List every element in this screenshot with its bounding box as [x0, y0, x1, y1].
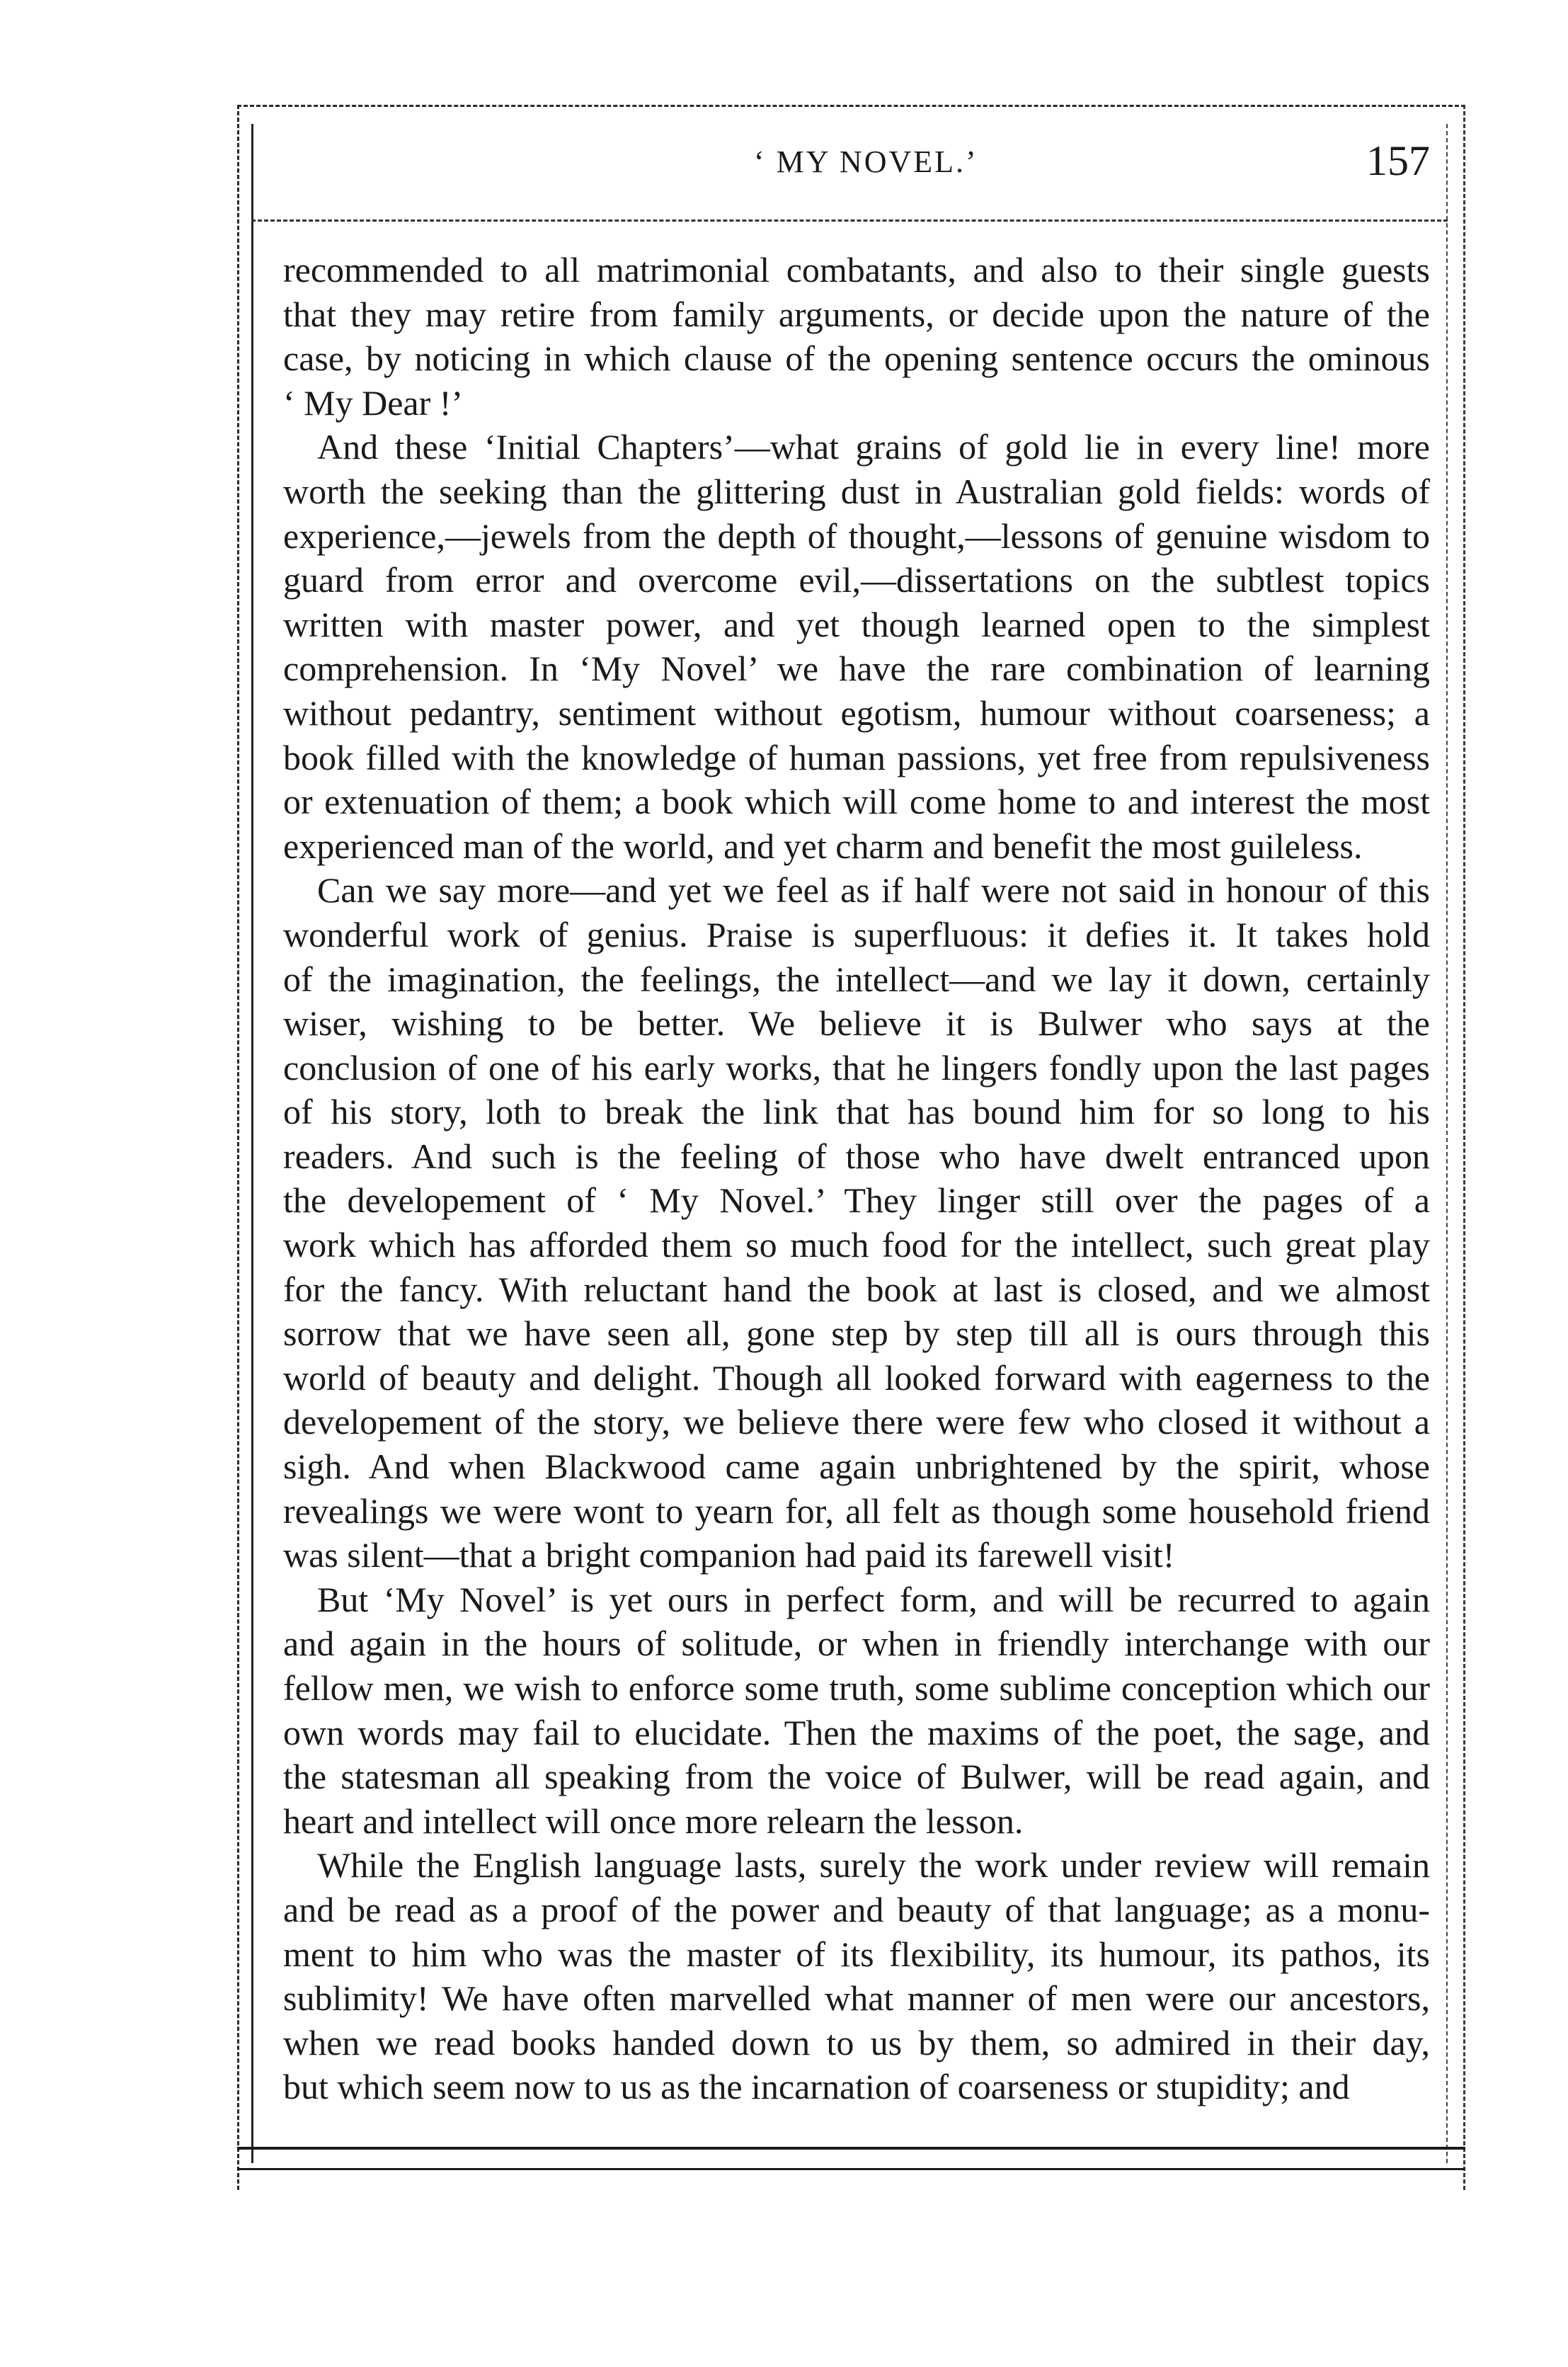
text-line: the developement of ‘ My Novel.’ They linger still over the pages of a — [283, 1180, 1430, 1221]
text-line: sublimity! We have often marvelled what manner of men were our ancestors, — [283, 1978, 1430, 2019]
page-number: 157 — [1366, 137, 1430, 184]
text-line: book filled with the knowledge of human passions, yet free from repulsiveness — [283, 737, 1430, 777]
text-line: wiser, wishing to be better. We believe it is Bulwer who says at the — [283, 1003, 1430, 1044]
bottom-rule — [237, 2147, 1465, 2150]
text-line: the statesman all speaking from the voice of Bulwer, will be read again, and — [283, 1757, 1430, 1797]
text-line: without pedantry, sentiment without egotism, humour without coarseness; a — [283, 692, 1430, 733]
paragraph — [283, 425, 1430, 868]
text-line: was silent—that a bright companion had paid its farewell visit! — [283, 1535, 1175, 1575]
text-line: While the English language lasts, surely the work under review will remain — [317, 1845, 1430, 1886]
text-line: wonderful work of genius. Praise is superfluous: it defies it. It takes hold — [283, 914, 1430, 954]
text-line: ‘ My Dear !’ — [283, 382, 464, 423]
header-rule — [251, 219, 1448, 222]
text-line: heart and intellect will once more relearn the lesson. — [283, 1801, 1024, 1841]
text-line: fellow men, we wish to enforce some truth, some sublime conception which our — [283, 1668, 1430, 1708]
text-line: recommended to all matrimonial combatants, and also to their single guests — [283, 250, 1430, 290]
text-line: that they may retire from family arguments, or decide upon the nature of the — [283, 294, 1430, 334]
text-line: But ‘My Novel’ is yet ours in perfect form, and will be recurred to again — [317, 1579, 1430, 1619]
text-line: And these ‘Initial Chapters’—what grains of gold lie in every line! more — [317, 427, 1430, 467]
paragraph — [283, 868, 1430, 1578]
text-line: comprehension. In ‘My Novel’ we have the rare combination of learning — [283, 649, 1430, 689]
text-line: conclusion of one of his early works, that he lingers fondly upon the last pages — [283, 1047, 1430, 1088]
text-line: and be read as a proof of the power and beauty of that language; as a monu- — [283, 1889, 1430, 1929]
text-line: own words may fail to elucidate. Then the maxims of the poet, the sage, and — [283, 1712, 1430, 1752]
text-line: when we read books handed down to us by them, so admired in their day, — [283, 2022, 1430, 2063]
text-line: Can we say more—and yet we feel as if half were not said in honour of this — [317, 870, 1430, 911]
body-text — [283, 248, 1430, 2109]
text-line: of his story, loth to break the link that has bound him for so long to his — [283, 1092, 1430, 1132]
text-line: world of beauty and delight. Though all looked forward with eagerness to the — [283, 1357, 1430, 1398]
text-line: written with master power, and yet though learned open to the simplest — [283, 604, 1430, 644]
text-line: of the imagination, the feelings, the intellect—and we lay it down, certainly — [283, 959, 1430, 999]
text-line: readers. And such is the feeling of those who have dwelt entranced upon — [283, 1136, 1430, 1176]
text-line: work which has afforded them so much food for the intellect, such great play — [283, 1225, 1430, 1265]
text-line: experienced man of the world, and yet charm and benefit the most guileless. — [283, 826, 1363, 866]
running-head: ‘ MY NOVEL.’ — [754, 144, 978, 179]
text-line: worth the seeking than the glittering dust in Australian gold fields: words of — [283, 471, 1430, 511]
text-line: for the fancy. With reluctant hand the book at last is closed, and we almost — [283, 1269, 1430, 1309]
text-line: or extenuation of them; a book which will come home to and interest the most — [283, 782, 1430, 822]
text-line: revealings we were wont to yearn for, all felt as though some household friend — [283, 1490, 1430, 1531]
text-line: experience,—jewels from the depth of thought,—lessons of genuine wisdom to — [283, 515, 1430, 556]
text-line: developement of the story, we believe there were few who closed it without a — [283, 1402, 1430, 1442]
text-line: but which seem now to us as the incarnation of coarseness or stupidity; and — [283, 2067, 1350, 2107]
text-line: ment to him who was the master of its flexibility, its humour, its pathos, its — [283, 1934, 1430, 1974]
paragraph — [283, 248, 1430, 425]
paragraph — [283, 1843, 1430, 2109]
text-line: and again in the hours of solitude, or when in friendly interchange with our — [283, 1624, 1430, 1664]
text-line: sigh. And when Blackwood came again unbrightened by the spirit, whose — [283, 1447, 1430, 1487]
text-line: sorrow that we have seen all, gone step by step till all is ours through this — [283, 1313, 1430, 1354]
text-line: guard from error and overcome evil,—dissertations on the subtlest topics — [283, 560, 1430, 600]
paragraph — [283, 1578, 1430, 1844]
bottom-rule-double — [237, 2168, 1465, 2170]
text-line: case, by noticing in which clause of the opening sentence occurs the ominous — [283, 338, 1430, 379]
